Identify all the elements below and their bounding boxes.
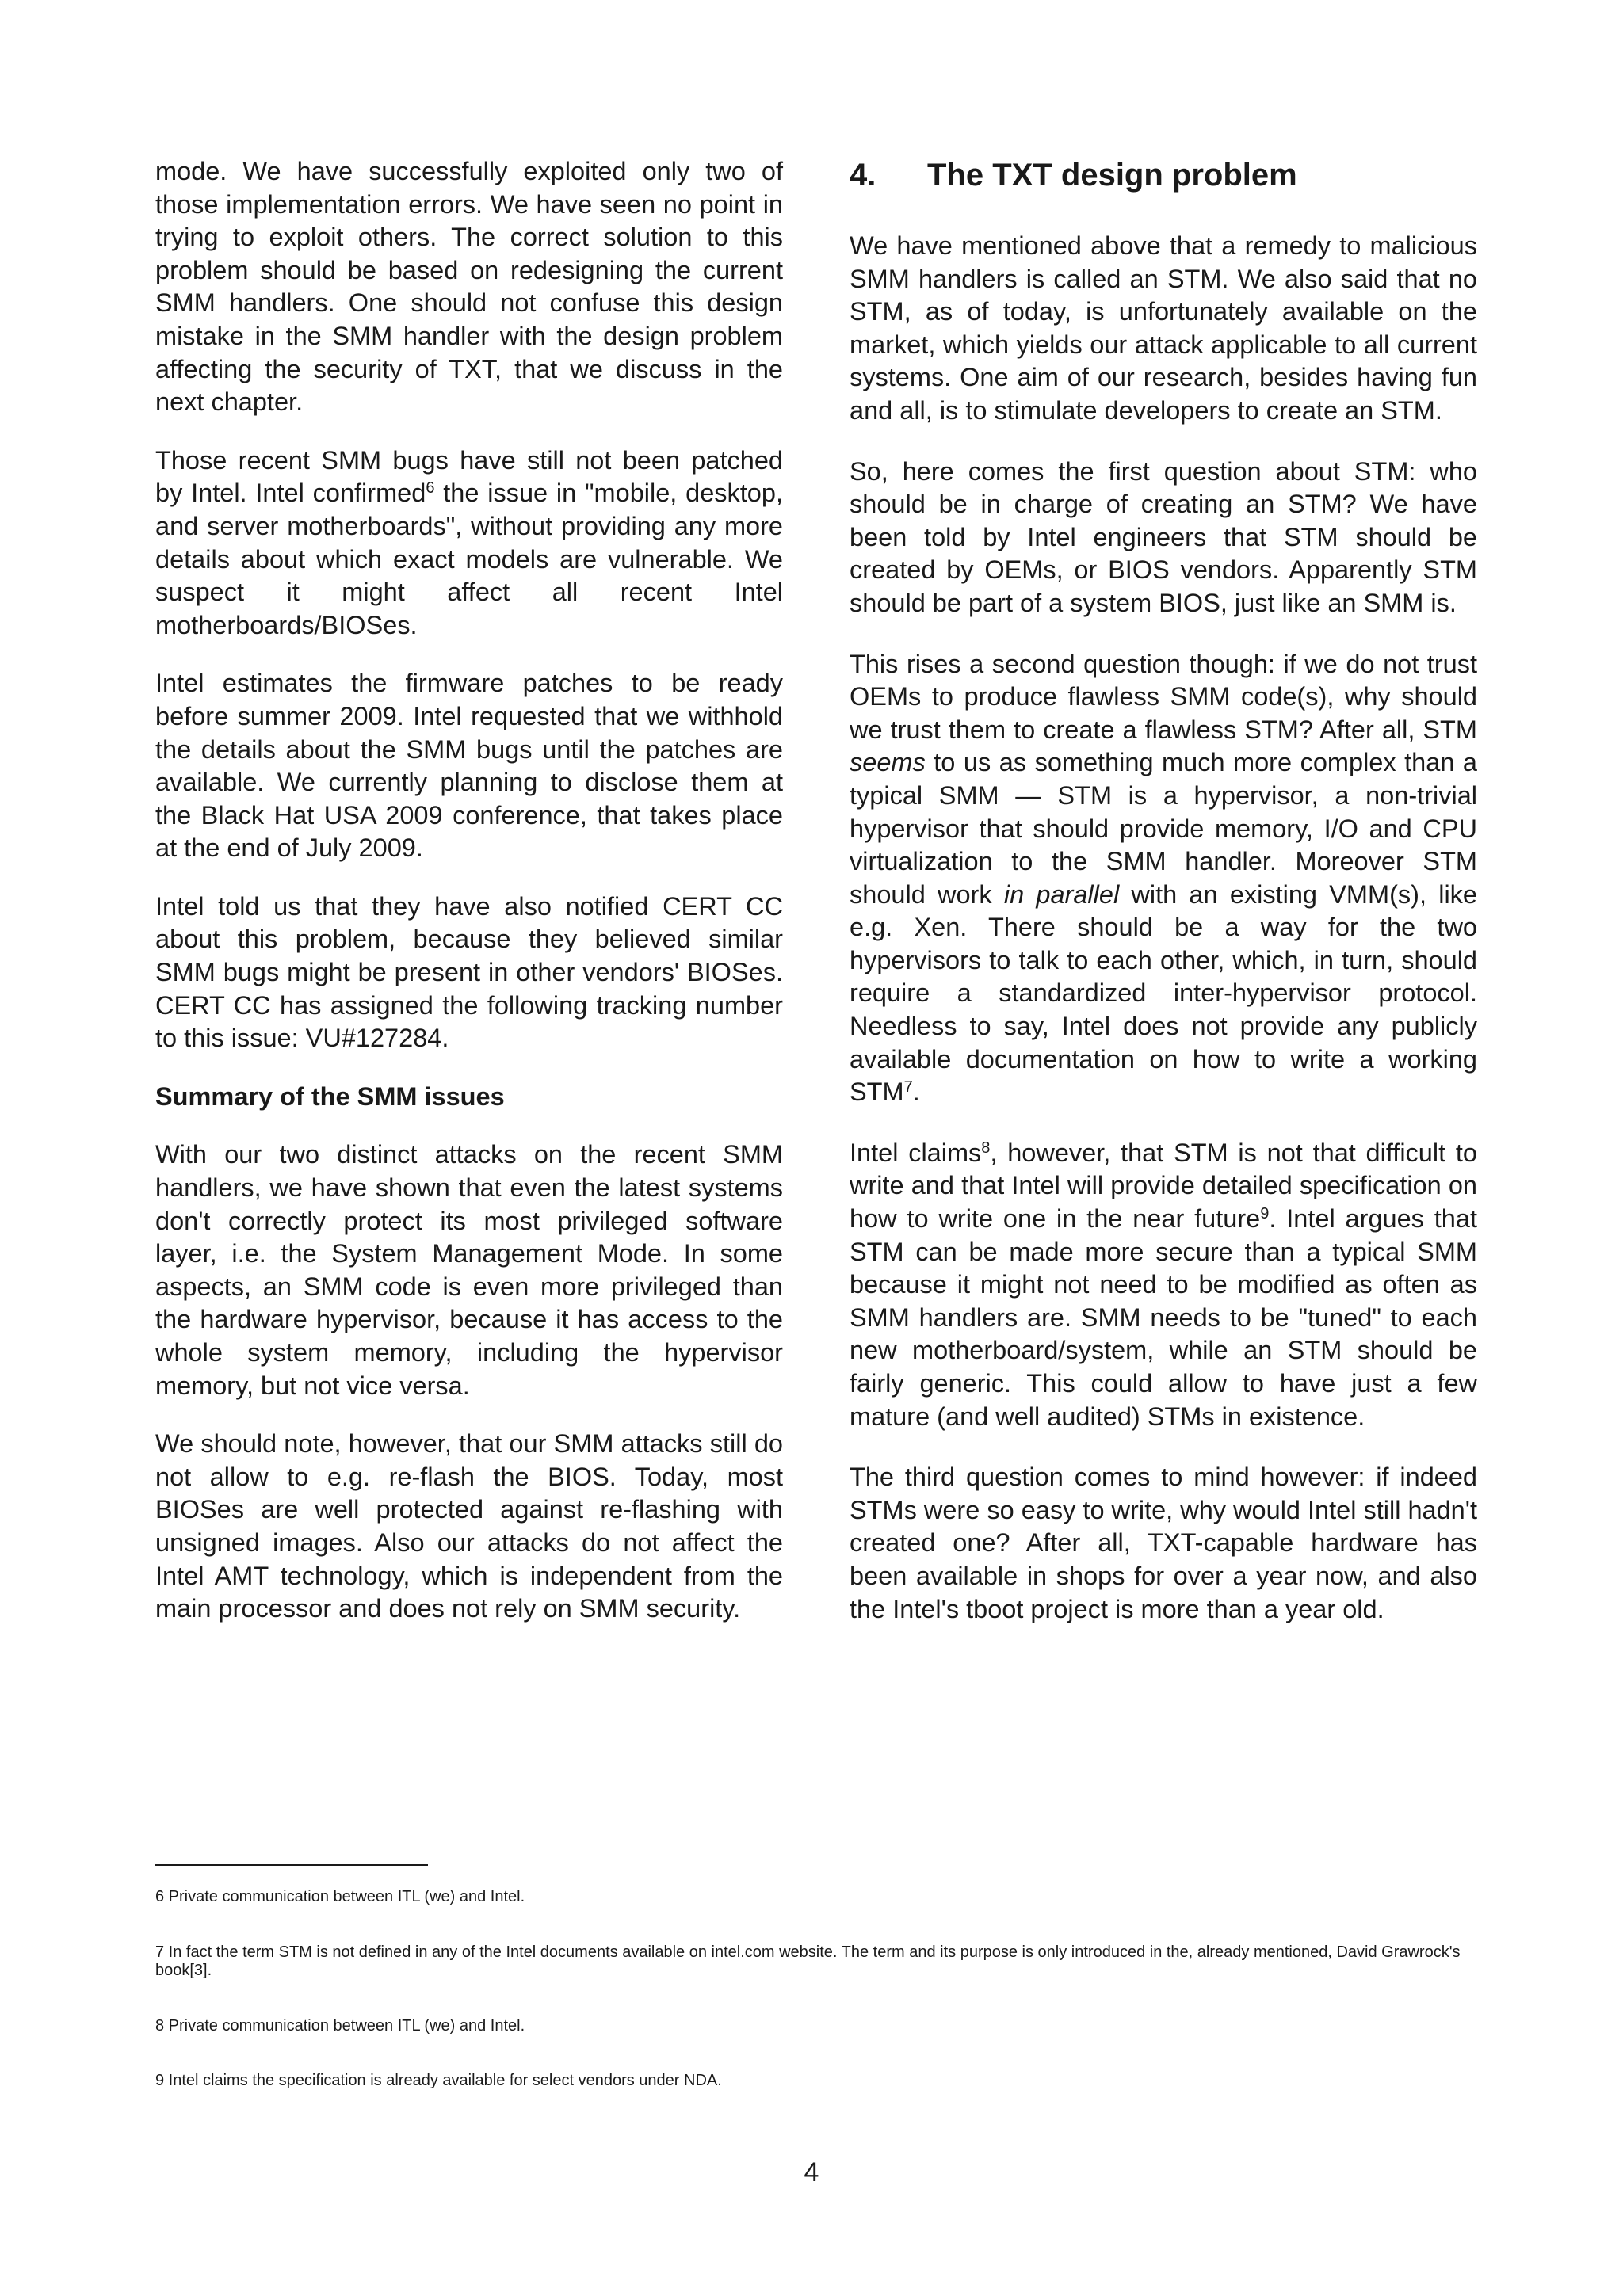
left-column: [155, 155, 783, 1626]
right-paragraph-4: Intel claims$^8$, however, that STM is not that difficult to write and that Intel will provide detailed specification on how to write one in the near future$^9$. Intel argues that STM can be made more secure than a typical SMM because it might not need to be modified as often as SMM handlers are. SMM needs to be "tuned" to each new motherboard/system, while an STM should be fairly generic. This could allow to have just a few mature (and well audited) STMs in existence.: [850, 1138, 1477, 1431]
left-paragraph-2: Those recent SMM bugs have still not been patched by Intel. Intel confirmed$^6$ the issue in "mobile, desktop, and server motherboards", without providing any more details about which exact models are vulnerable. We suspect it might affect all recent Intel motherboards/BIOSes.: [155, 445, 783, 639]
footnote-ref-6[interactable]: 6: [426, 479, 435, 498]
footnotes: [155, 1888, 1476, 2091]
left-paragraph-6: We should note, however, that our SMM attacks still do not allow to e.g. re-flash the BIOS. Today, most BIOSes are well protected against re-flashing with unsigned images. Also our attacks do not affect the Intel AMT technology, which is independent from the main processor and does not rely on SMM security.: [155, 1429, 783, 1623]
footnote-8: 8 Private communication between ITL (we) and Intel.: [155, 2016, 525, 2035]
right-paragraph-1: We have mentioned above that a remedy to malicious SMM handlers is called an STM. We also said that no STM, as of today, is unfortunately available on the market, which yields our attack applicable to all current systems. One aim of our research, besides having fun and all, is to stimulate developers to create an STM.: [850, 231, 1477, 425]
footnote-7: 7 In fact the term STM is not defined in any of the Intel documents available on intel.com website. The term and its purpose is only introduced in the, already mentioned, David Grawrock's book[3].: [155, 1943, 1461, 1979]
section-title: The TXT design problem: [927, 158, 1297, 193]
footnote-ref-9[interactable]: 9: [1260, 1205, 1270, 1223]
section-heading: [850, 155, 1477, 195]
right-paragraph-2: So, here comes the first question about STM: who should be in charge of creating an STM? We have been told by Intel engineers that STM should be created by OEMs, or BIOS vendors. Apparently STM should be part of a system BIOS, just like an SMM is.: [850, 456, 1477, 617]
section-number: 4.: [850, 158, 876, 193]
footnote-9: 9 Intel claims the specification is already available for select vendors under NDA.: [155, 2072, 722, 2089]
left-paragraph-1: mode. We have successfully exploited only two of those implementation errors. We have seen no point in trying to exploit others. The correct solution to this problem should be based on redesigning the current SMM handlers. One should not confuse this design mistake in the SMM handler with the design problem affecting the security of TXT, that we discuss in the next chapter.: [155, 157, 783, 417]
left-paragraph-4: Intel told us that they have also notified CERT CC about this problem, because they believed similar SMM bugs might be present in other vendors' BIOSes. CERT CC has assigned the following tracking number to this issue: VU#127284.: [155, 891, 783, 1053]
right-column: [850, 155, 1477, 1626]
page-number: 4: [804, 2157, 819, 2187]
footnote-6: 6 Private communication between ITL (we) and Intel.: [155, 1888, 525, 1905]
left-paragraph-5: With our two distinct attacks on the recent SMM handlers, we have shown that even the latest systems don't correctly protect its most privileged software layer, i.e. the System Management Mode. In some aspects, an SMM code is even more privileged than the hardware hypervisor, because it has access to the whole system memory, including the hypervisor memory, but not vice versa.: [155, 1140, 783, 1400]
footnote-ref-7[interactable]: 7: [903, 1078, 913, 1097]
summary-subheading: Summary of the SMM issues: [155, 1081, 505, 1111]
right-paragraph-3: This rises a second question though: if we do not trust OEMs to produce flawless SMM code(s), why should we trust them to create a flawless STM? After all, STM seems to us as something much more complex than a typical SMM — STM is a hypervisor, a non-trivial hypervisor that should provide memory, I/O and CPU virtualization to the SMM handler. Moreover STM should work in parallel with an existing VMM(s), like e.g. Xen. There should be a way for the two hypervisors to talk to each other, which, in turn, should require a standardized inter-hypervisor protocol. Needless to say, Intel does not provide any publicly available documentation on how to write a working STM$^7$.: [850, 649, 1477, 1107]
right-paragraph-5: The third question comes to mind however: if indeed STMs were so easy to write, why would Intel still hadn't created one? After all, TXT-capable hardware has been available in shops for over a year now, and also the Intel's tboot project is more than a year old.: [850, 1463, 1477, 1623]
left-paragraph-3: Intel estimates the firmware patches to be ready before summer 2009. Intel requested that we withhold the details about the SMM bugs until the patches are available. We currently planning to disclose them at the Black Hat USA 2009 conference, that takes place at the end of July 2009.: [155, 669, 783, 863]
footnote-divider: [155, 1864, 428, 1866]
footnote-ref-8[interactable]: 8: [981, 1138, 991, 1157]
